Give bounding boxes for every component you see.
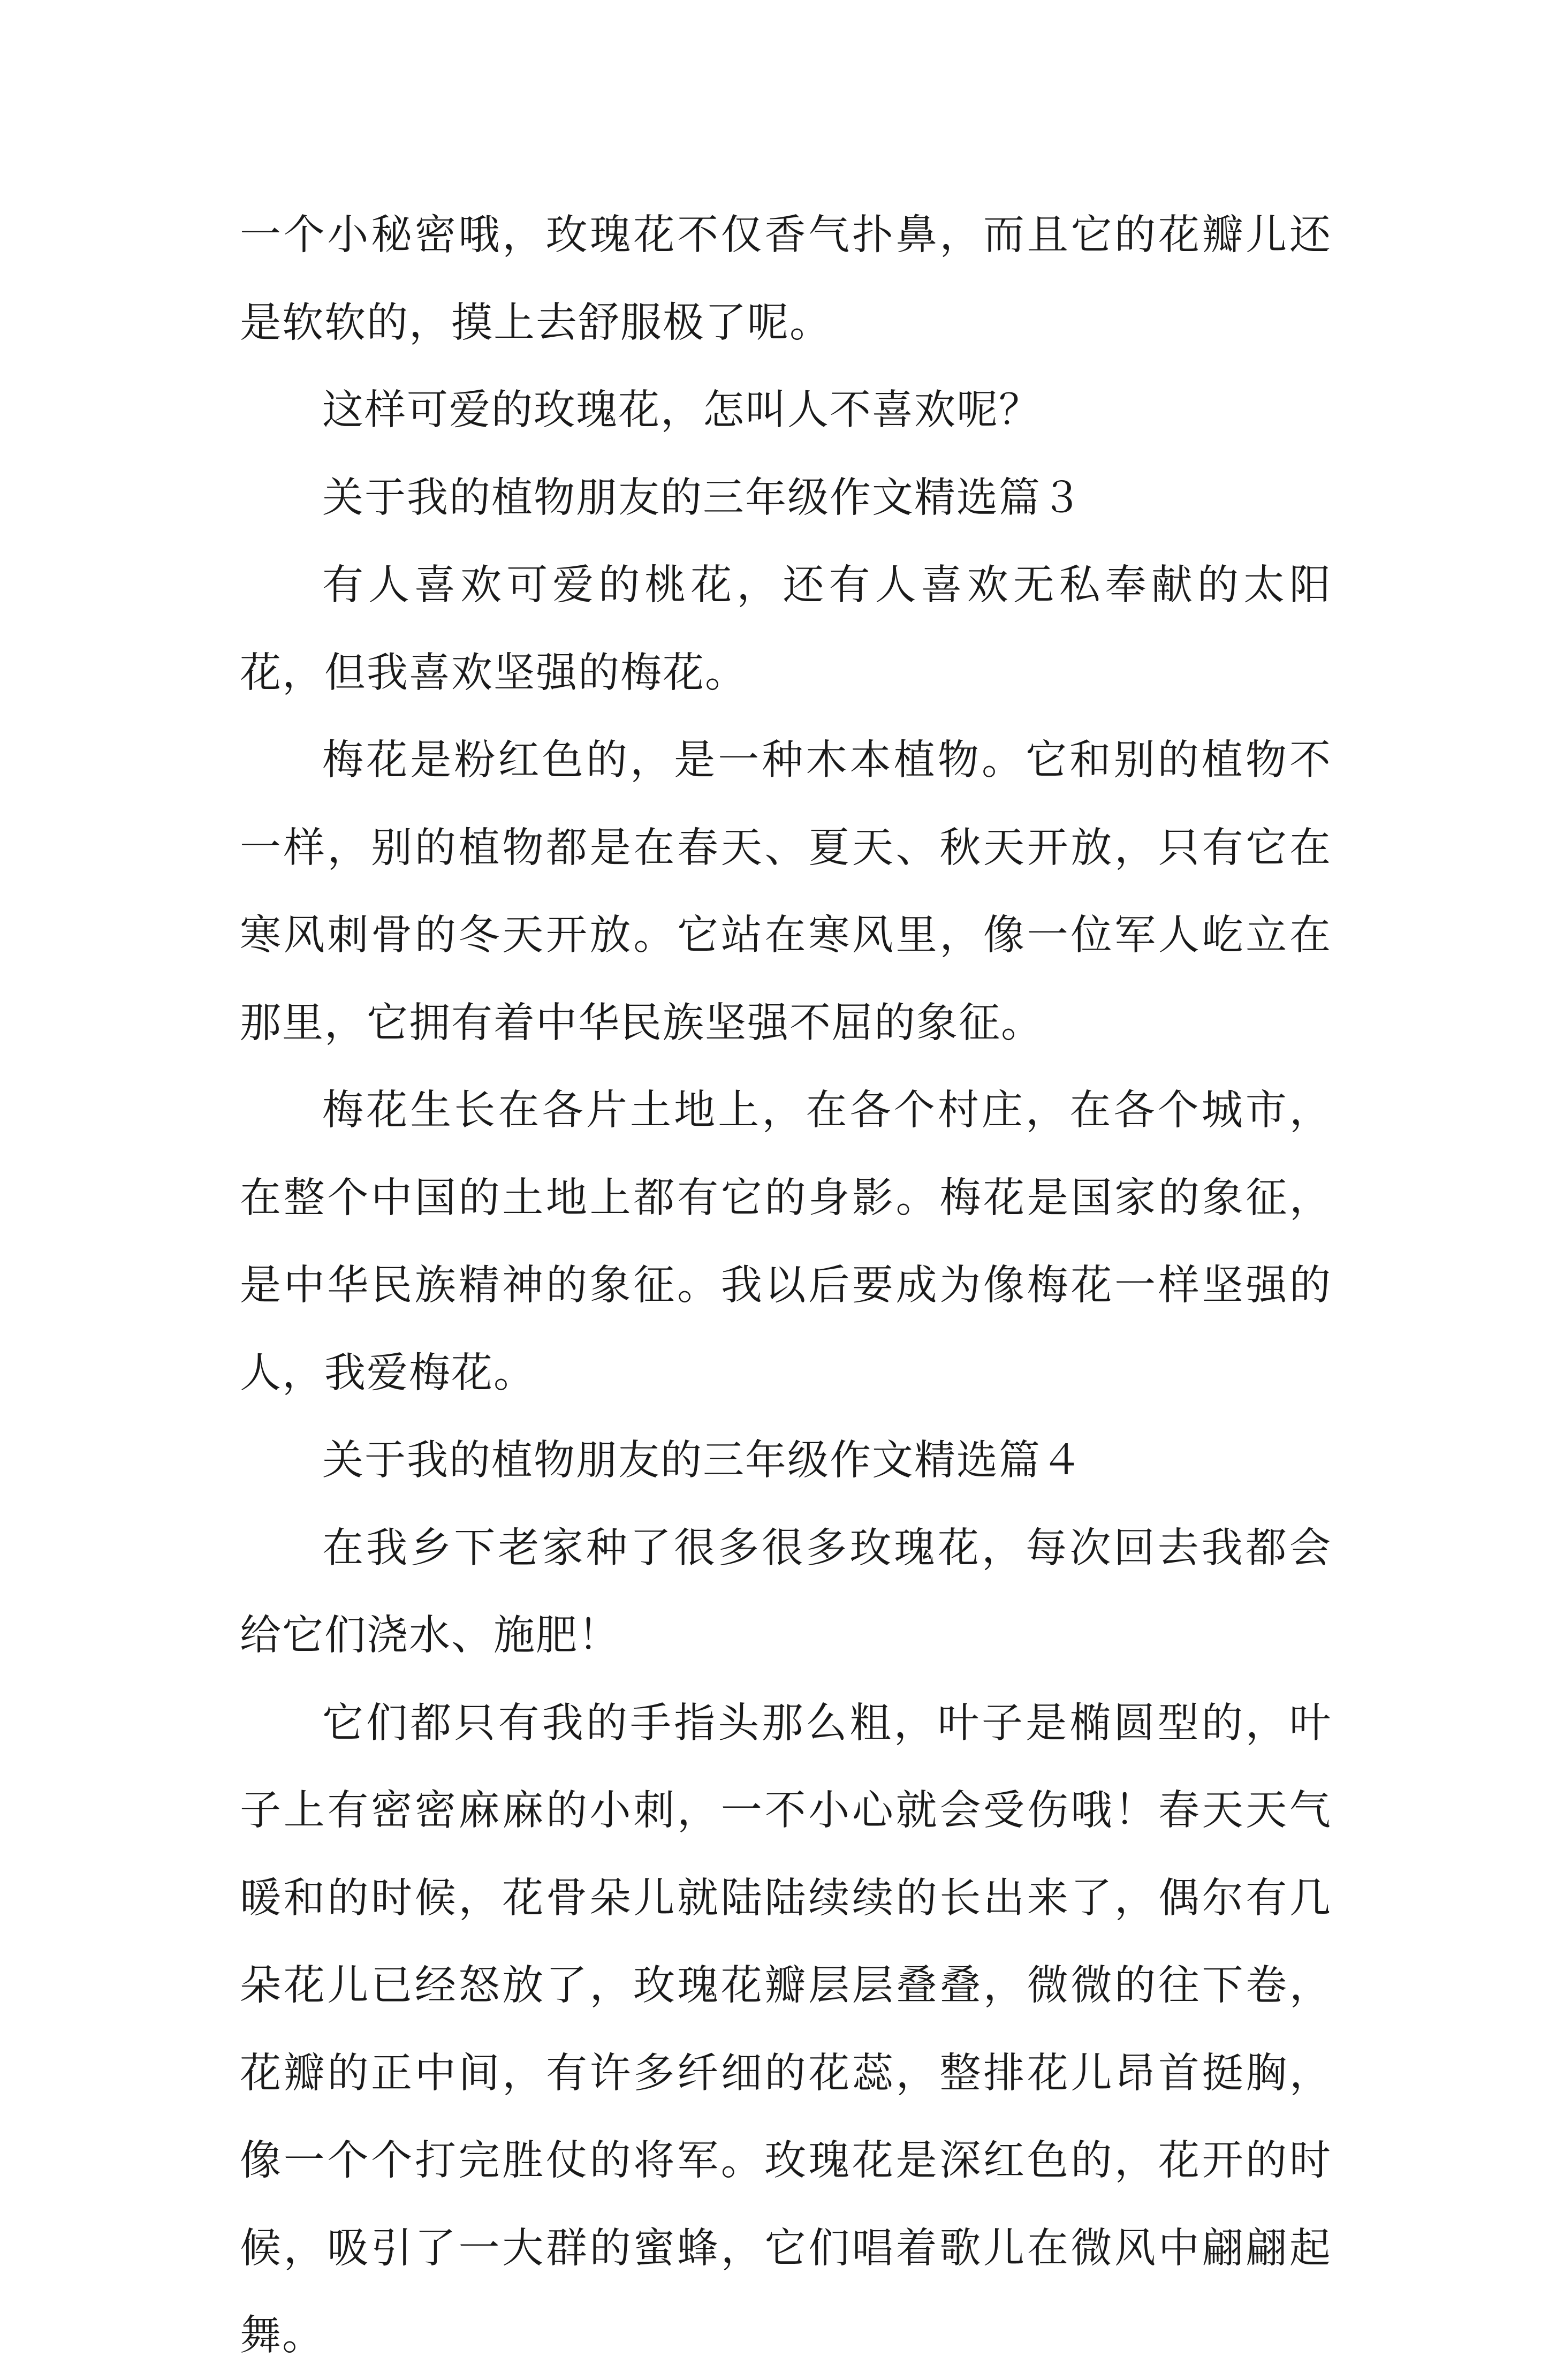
- paragraph: 这样可爱的玫瑰花，怎叫人不喜欢呢？: [322, 386, 1041, 434]
- paragraph-continuation: 一个小秘密哦，玫瑰花不仅香气扑鼻，而且它的花瓣儿还是软软的，摸上去舒服极了呢。: [240, 211, 1332, 347]
- paragraph: 在我乡下老家种了很多很多玫瑰花，每次回去我都会给它们浇水、施肥！: [240, 1524, 1332, 1659]
- essay-section-heading: 关于我的植物朋友的三年级作文精选篇４: [322, 1437, 1083, 1484]
- paragraph: 它们都只有我的手指头那么粗，叶子是椭圆型的，叶子上有密密麻麻的小刺，一不小心就会受伤哦！春天天气暖和的时候，花骨朵儿就陆陆续续的长出来了，偶尔有几朵花儿已经怒放了，玫瑰花瓣层层叠叠，微微的往下卷，花瓣的正中间，有许多纤细的花蕊，整排花儿昂首挺胸，像一个个打完胜仗的将军。玫瑰花是深红色的，花开的时候，吸引了一大群的蜜蜂，它们唱着歌儿在微风中翩翩起舞。: [240, 1699, 1332, 2360]
- essay-body: [240, 192, 1332, 2380]
- essay-section-heading: 关于我的植物朋友的三年级作文精选篇３: [322, 474, 1083, 522]
- paragraph: 有人喜欢可爱的桃花，还有人喜欢无私奉献的太阳花，但我喜欢坚强的梅花。: [240, 562, 1332, 697]
- paragraph: 梅花生长在各片土地上，在各个村庄，在各个城市，在整个中国的土地上都有它的身影。梅花是国家的象征，是中华民族精神的象征。我以后要成为像梅花一样坚强的人，我爱梅花。: [240, 1087, 1332, 1397]
- paragraph: 梅花是粉红色的，是一种木本植物。它和别的植物不一样，别的植物都是在春天、夏天、秋天开放，只有它在寒风刺骨的冬天开放。它站在寒风里，像一位军人屹立在那里，它拥有着中华民族坚强不屈的象征。: [240, 737, 1332, 1047]
